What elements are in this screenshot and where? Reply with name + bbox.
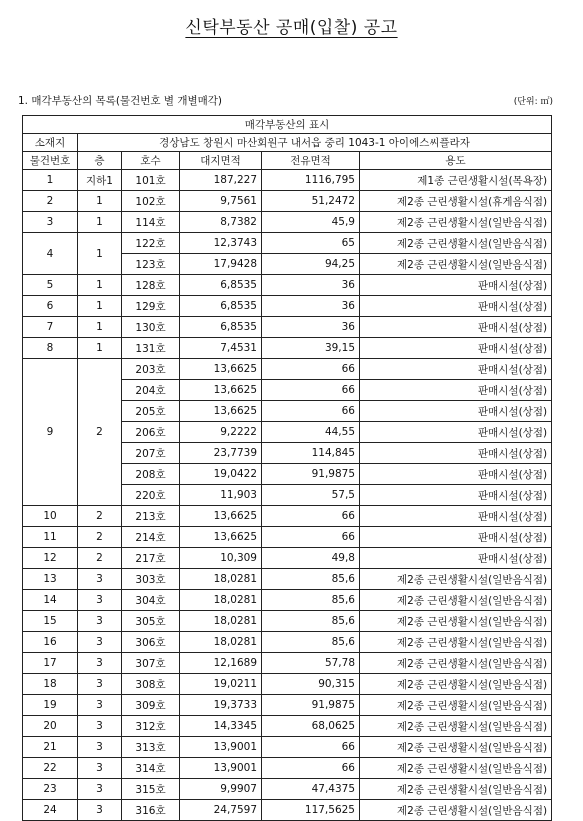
floor-cell: 1 [78,191,122,212]
unit-cell: 102호 [122,191,180,212]
exclusive-area-cell: 66 [262,527,360,548]
unit-cell: 304호 [122,590,180,611]
use-cell: 판매시설(상점) [360,380,552,401]
item-number-cell: 22 [23,758,78,779]
floor-cell: 3 [78,716,122,737]
use-cell: 판매시설(상점) [360,296,552,317]
unit-note: (단위: ㎡) [513,97,553,107]
table-row [23,170,552,191]
floor-cell: 2 [78,359,122,506]
exclusive-area-cell: 66 [262,737,360,758]
use-cell: 판매시설(상점) [360,338,552,359]
unit-cell: 206호 [122,422,180,443]
unit-cell: 207호 [122,443,180,464]
col-header-use: 용도 [360,152,552,170]
table-row [23,653,552,674]
table-row [23,569,552,590]
unit-cell: 131호 [122,338,180,359]
unit-cell: 303호 [122,569,180,590]
property-table [22,115,552,821]
table-row [23,191,552,212]
use-cell: 제2종 근린생활시설(일반음식점) [360,674,552,695]
land-area-cell: 14,3345 [180,716,262,737]
col-header-no: 물건번호 [23,152,78,170]
floor-cell: 3 [78,674,122,695]
land-area-cell: 12,1689 [180,653,262,674]
exclusive-area-cell: 85,6 [262,569,360,590]
item-number-cell: 23 [23,779,78,800]
exclusive-area-cell: 57,78 [262,653,360,674]
item-number-cell: 5 [23,275,78,296]
floor-cell: 3 [78,569,122,590]
land-area-cell: 19,0211 [180,674,262,695]
table-row [23,359,552,380]
land-area-cell: 9,2222 [180,422,262,443]
use-cell: 제2종 근린생활시설(일반음식점) [360,779,552,800]
floor-cell: 3 [78,695,122,716]
use-cell: 제2종 근린생활시설(일반음식점) [360,611,552,632]
exclusive-area-cell: 51,2472 [262,191,360,212]
exclusive-area-cell: 1116,795 [262,170,360,191]
land-area-cell: 18,0281 [180,632,262,653]
unit-cell: 305호 [122,611,180,632]
use-cell: 제2종 근린생활시설(일반음식점) [360,254,552,275]
land-area-cell: 9,9907 [180,779,262,800]
item-number-cell: 15 [23,611,78,632]
table-row [23,527,552,548]
exclusive-area-cell: 39,15 [262,338,360,359]
table-row [23,506,552,527]
use-cell: 판매시설(상점) [360,359,552,380]
land-area-cell: 6,8535 [180,296,262,317]
floor-cell: 3 [78,779,122,800]
table-row [23,611,552,632]
exclusive-area-cell: 36 [262,275,360,296]
floor-cell: 1 [78,212,122,233]
unit-cell: 217호 [122,548,180,569]
land-area-cell: 10,309 [180,548,262,569]
table-row [23,212,552,233]
unit-cell: 130호 [122,317,180,338]
item-number-cell: 3 [23,212,78,233]
unit-cell: 314호 [122,758,180,779]
exclusive-area-cell: 57,5 [262,485,360,506]
table-row [23,695,552,716]
exclusive-area-cell: 90,315 [262,674,360,695]
exclusive-area-cell: 94,25 [262,254,360,275]
unit-cell: 315호 [122,779,180,800]
use-cell: 제2종 근린생활시설(일반음식점) [360,800,552,821]
floor-cell: 2 [78,527,122,548]
unit-cell: 307호 [122,653,180,674]
unit-cell: 128호 [122,275,180,296]
item-number-cell: 24 [23,800,78,821]
land-area-cell: 13,6625 [180,506,262,527]
floor-cell: 3 [78,611,122,632]
item-number-cell: 17 [23,653,78,674]
use-cell: 제2종 근린생활시설(일반음식점) [360,590,552,611]
exclusive-area-cell: 66 [262,359,360,380]
use-cell: 제1종 근린생활시설(목욕장) [360,170,552,191]
unit-cell: 205호 [122,401,180,422]
exclusive-area-cell: 36 [262,296,360,317]
col-header-exclusive: 전유면적 [262,152,360,170]
land-area-cell: 13,9001 [180,758,262,779]
use-cell: 제2종 근린생활시설(일반음식점) [360,695,552,716]
table-row [23,233,552,254]
item-number-cell: 16 [23,632,78,653]
unit-cell: 204호 [122,380,180,401]
floor-cell: 3 [78,758,122,779]
land-area-cell: 13,6625 [180,401,262,422]
land-area-cell: 17,9428 [180,254,262,275]
use-cell: 제2종 근린생활시설(일반음식점) [360,716,552,737]
table-caption: 매각부동산의 표시 [23,116,552,134]
land-area-cell: 18,0281 [180,611,262,632]
unit-cell: 313호 [122,737,180,758]
table-row [23,758,552,779]
land-area-cell: 18,0281 [180,569,262,590]
exclusive-area-cell: 66 [262,401,360,422]
table-row [23,275,552,296]
exclusive-area-cell: 68,0625 [262,716,360,737]
table-row [23,548,552,569]
item-number-cell: 8 [23,338,78,359]
exclusive-area-cell: 47,4375 [262,779,360,800]
use-cell: 제2종 근린생활시설(일반음식점) [360,737,552,758]
use-cell: 제2종 근린생활시설(일반음식점) [360,758,552,779]
land-area-cell: 11,903 [180,485,262,506]
land-area-cell: 23,7739 [180,443,262,464]
land-area-cell: 6,8535 [180,275,262,296]
land-area-cell: 18,0281 [180,590,262,611]
unit-cell: 213호 [122,506,180,527]
floor-cell: 지하1 [78,170,122,191]
unit-cell: 123호 [122,254,180,275]
unit-cell: 214호 [122,527,180,548]
unit-cell: 309호 [122,695,180,716]
land-area-cell: 7,4531 [180,338,262,359]
land-area-cell: 19,3733 [180,695,262,716]
use-cell: 판매시설(상점) [360,485,552,506]
floor-cell: 1 [78,317,122,338]
exclusive-area-cell: 65 [262,233,360,254]
land-area-cell: 12,3743 [180,233,262,254]
table-row [23,338,552,359]
land-area-cell: 187,227 [180,170,262,191]
item-number-cell: 14 [23,590,78,611]
floor-cell: 1 [78,296,122,317]
unit-cell: 101호 [122,170,180,191]
use-cell: 판매시설(상점) [360,422,552,443]
use-cell: 제2종 근린생활시설(일반음식점) [360,632,552,653]
page-title: 신탁부동산 공매(입찰) 공고 [185,18,398,38]
item-number-cell: 9 [23,359,78,506]
item-number-cell: 2 [23,191,78,212]
land-area-cell: 13,6625 [180,380,262,401]
use-cell: 제2종 근린생활시설(일반음식점) [360,569,552,590]
unit-cell: 312호 [122,716,180,737]
floor-cell: 2 [78,548,122,569]
item-number-cell: 6 [23,296,78,317]
floor-cell: 3 [78,590,122,611]
exclusive-area-cell: 91,9875 [262,464,360,485]
col-header-floor: 층 [78,152,122,170]
use-cell: 제2종 근린생활시설(휴게음식점) [360,191,552,212]
column-header-row [23,152,552,170]
land-area-cell: 13,6625 [180,527,262,548]
item-number-cell: 19 [23,695,78,716]
use-cell: 판매시설(상점) [360,275,552,296]
exclusive-area-cell: 85,6 [262,632,360,653]
item-number-cell: 21 [23,737,78,758]
land-area-cell: 13,6625 [180,359,262,380]
use-cell: 판매시설(상점) [360,443,552,464]
item-number-cell: 4 [23,233,78,275]
exclusive-area-cell: 66 [262,758,360,779]
floor-cell: 1 [78,275,122,296]
use-cell: 판매시설(상점) [360,506,552,527]
use-cell: 판매시설(상점) [360,464,552,485]
exclusive-area-cell: 85,6 [262,611,360,632]
col-header-land: 대지면적 [180,152,262,170]
floor-cell: 3 [78,737,122,758]
floor-cell: 3 [78,653,122,674]
land-area-cell: 24,7597 [180,800,262,821]
item-number-cell: 12 [23,548,78,569]
use-cell: 제2종 근린생활시설(일반음식점) [360,212,552,233]
item-number-cell: 18 [23,674,78,695]
floor-cell: 3 [78,800,122,821]
land-area-cell: 19,0422 [180,464,262,485]
use-cell: 제2종 근린생활시설(일반음식점) [360,653,552,674]
floor-cell: 1 [78,338,122,359]
use-cell: 판매시설(상점) [360,317,552,338]
item-number-cell: 20 [23,716,78,737]
unit-cell: 114호 [122,212,180,233]
exclusive-area-cell: 114,845 [262,443,360,464]
table-row [23,674,552,695]
unit-cell: 316호 [122,800,180,821]
use-cell: 판매시설(상점) [360,401,552,422]
location-label: 소재지 [23,134,78,152]
floor-cell: 3 [78,632,122,653]
unit-cell: 308호 [122,674,180,695]
table-row [23,779,552,800]
table-row [23,317,552,338]
use-cell: 판매시설(상점) [360,527,552,548]
land-area-cell: 8,7382 [180,212,262,233]
exclusive-area-cell: 66 [262,380,360,401]
exclusive-area-cell: 49,8 [262,548,360,569]
floor-cell: 1 [78,233,122,275]
unit-cell: 122호 [122,233,180,254]
land-area-cell: 6,8535 [180,317,262,338]
location-value: 경상남도 창원시 마산회원구 내서읍 중리 1043-1 아이에스씨플라자 [78,134,552,152]
col-header-unit: 호수 [122,152,180,170]
exclusive-area-cell: 45,9 [262,212,360,233]
unit-cell: 208호 [122,464,180,485]
use-cell: 판매시설(상점) [360,548,552,569]
item-number-cell: 7 [23,317,78,338]
exclusive-area-cell: 85,6 [262,590,360,611]
item-number-cell: 11 [23,527,78,548]
exclusive-area-cell: 91,9875 [262,695,360,716]
land-area-cell: 13,9001 [180,737,262,758]
table-row [23,632,552,653]
item-number-cell: 10 [23,506,78,527]
item-number-cell: 1 [23,170,78,191]
table-row [23,737,552,758]
use-cell: 제2종 근린생활시설(일반음식점) [360,233,552,254]
table-row [23,716,552,737]
exclusive-area-cell: 117,5625 [262,800,360,821]
unit-cell: 129호 [122,296,180,317]
unit-cell: 306호 [122,632,180,653]
section-heading: 1. 매각부동산의 목록(물건번호 별 개별매각) [18,95,222,107]
exclusive-area-cell: 44,55 [262,422,360,443]
floor-cell: 2 [78,506,122,527]
item-number-cell: 13 [23,569,78,590]
table-row [23,590,552,611]
unit-cell: 203호 [122,359,180,380]
unit-cell: 220호 [122,485,180,506]
table-row [23,296,552,317]
exclusive-area-cell: 66 [262,506,360,527]
land-area-cell: 9,7561 [180,191,262,212]
exclusive-area-cell: 36 [262,317,360,338]
